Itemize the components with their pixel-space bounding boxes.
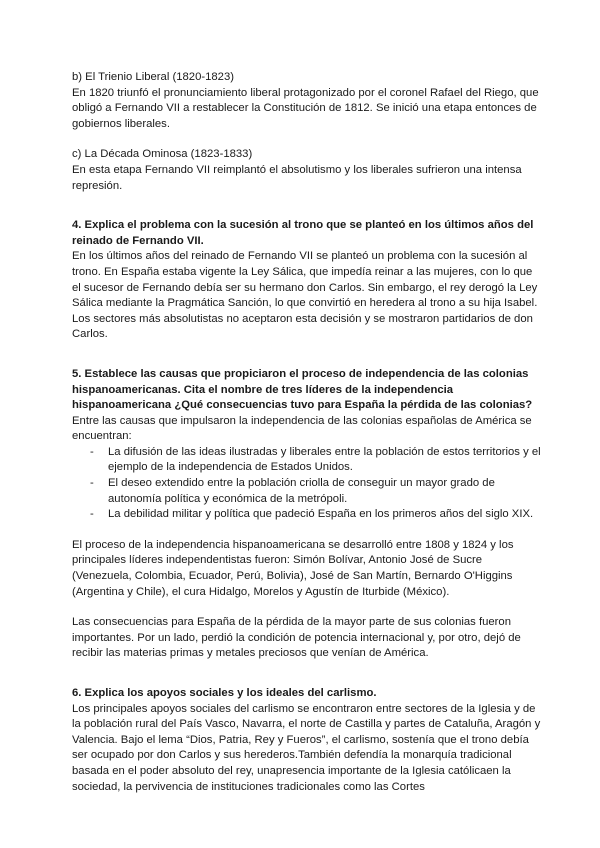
question-6-text: Los principales apoyos sociales del carlismo se encontraron entre sectores de la Iglesia y de la población rural del País Vasco, Navarra, el norte de Castilla y partes de Cataluña, Aragón y Valencia. Bajo el lema “Dios, Patria, Rey y Fueros”, el carlismo, sostenía que el trono debía ser ocupado por don Carlos y sus herederos.También defendía la monarquía tradicional basada en el poder absoluto del rey, unapresencia importante de la Iglesia católicaen la sociedad, la pervivencia de instituciones tradicionales como las Cortes [72, 702, 541, 793]
question-5-intro: Entre las causas que impulsaron la independencia de las colonias españolas de América se encuentran: [72, 414, 532, 443]
spacer [72, 662, 542, 686]
question-4 [72, 218, 542, 343]
question-4-title: 4. Explica el problema con la sucesión al trono que se planteó en los últimos años del reinado de Fernando VII. [72, 219, 534, 247]
question-5-leaders: El proceso de la independencia hispanoamericana se desarrolló entre 1808 y 1824 y los principales líderes independentistas fueron: Simón Bolívar, Antonio José de Sucre (Venezuela, Colombia, Ecuador, Perú, Bolivia), José de San Martín, Bernardo O'Higgins (Argentina y Chile), el cura Hidalgo, Morelos y Agustín de Iturbide (México). [72, 538, 514, 598]
section-c-text: En esta etapa Fernando VII reimplantó el absolutismo y los liberales sufrieron una intensa represión. [72, 163, 522, 192]
question-4-text: En los últimos años del reinado de Fernando VII se planteó un problema con la sucesión al trono. En España estaba vigente la Ley Sálica, que impedía reinar a las mujeres, con lo que el sucesor de Fernando debía ser su hermano don Carlos. Sin embargo, el rey derogó la Ley Sálica mediante la Pragmática Sanción, lo que convirtió en heredera al trono a su hija Isabel. Los sectores más absolutistas no aceptaron esta decisión y se mostraron partidarios de don Carlos. [72, 250, 538, 341]
section-b [72, 70, 542, 132]
cause-item: - El deseo extendido entre la población criolla de conseguir un mayor grado de autonomía política y económica de la metrópoli. [108, 476, 542, 507]
causes-list [72, 445, 542, 523]
spacer [72, 523, 542, 538]
question-5-title: 5. Establece las causas que propiciaron el proceso de independencia de las colonias hispanoamericanas. Cita el nombre de tres líderes de la independencia hispanoamericana ¿Qué consecuencias tuvo para España la pérdida de las colonias? [72, 367, 533, 412]
question-5 [72, 367, 542, 662]
section-b-title: b) El Trienio Liberal (1820-1823) [72, 71, 235, 83]
spacer [72, 343, 542, 367]
spacer [72, 132, 542, 147]
cause-item: - La debilidad militar y política que padeció España en los primeros años del siglo XIX. [108, 507, 542, 523]
section-b-text: En 1820 triunfó el pronunciamiento liberal protagonizado por el coronel Rafael del Riego, que obligó a Fernando VII a restablecer la Constitución de 1812. Se inició una etapa entonces de gobiernos liberales. [72, 86, 539, 130]
section-c-title: c) La Década Ominosa (1823-1833) [72, 148, 253, 161]
cause-item: - La difusión de las ideas ilustradas y liberales entre la población de estos territorios y el ejemplo de la independencia de Estados Unidos. [108, 445, 542, 476]
section-c [72, 147, 542, 194]
question-6-title: 6. Explica los apoyos sociales y los ideales del carlismo. [72, 687, 377, 699]
question-5-consequences: Las consecuencias para España de la pérdida de la mayor parte de sus colonias fueron importantes. Por un lado, perdió la condición de potencia internacional y, por otro, dejó de recibir las materias primas y metales preciosos que venían de América. [72, 616, 521, 660]
spacer [72, 600, 542, 615]
question-6 [72, 686, 542, 795]
document-page [72, 70, 542, 795]
spacer [72, 194, 542, 218]
